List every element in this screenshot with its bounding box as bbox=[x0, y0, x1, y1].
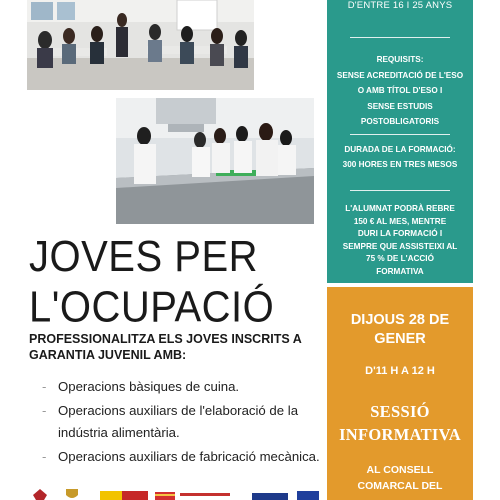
municipal-shield-icon bbox=[65, 488, 79, 500]
bullet-dash: - bbox=[42, 379, 47, 394]
duration-heading: DURADA DE LA FORMACIÓ: bbox=[344, 145, 456, 154]
grant-line: 75 % DE L'ACCIÓ bbox=[366, 254, 434, 263]
list-item bbox=[42, 400, 322, 444]
grant-line: 150 € AL MES, MENTRE bbox=[353, 216, 447, 226]
session-date bbox=[327, 311, 473, 349]
session-hours: D'11 H A 12 H bbox=[365, 365, 435, 377]
program-title-line: JOVES PER bbox=[29, 233, 259, 281]
program-title-line: L'OCUPACIÓ bbox=[29, 283, 275, 332]
course-name: Operacions auxiliars de fabricació mecànica. bbox=[58, 449, 320, 464]
eu-flag-icon bbox=[297, 488, 319, 500]
session-title-line: INFORMATIVA bbox=[339, 425, 461, 444]
grant-line: SEMPRE QUE ASSISTEIXI AL bbox=[342, 241, 458, 251]
bullet-dash: - bbox=[42, 403, 47, 418]
panel-divider bbox=[350, 190, 450, 191]
session-panel bbox=[327, 287, 473, 500]
grant-line: FORMATIVA bbox=[376, 266, 424, 276]
age-range: D'ENTRE 16 I 25 ANYS bbox=[347, 0, 453, 11]
course-name: Operacions bàsiques de cuina. bbox=[58, 379, 240, 394]
session-place bbox=[327, 462, 473, 494]
employment-service-logo-icon bbox=[180, 488, 230, 500]
requirements-text bbox=[327, 52, 473, 130]
panel-divider bbox=[350, 134, 450, 135]
program-title bbox=[29, 232, 274, 334]
requirements-heading: REQUISITS: bbox=[376, 55, 424, 64]
session-title-line: SESSIÓ bbox=[370, 402, 430, 421]
laboratory-photo bbox=[116, 98, 314, 224]
panel-divider bbox=[350, 37, 450, 38]
requirements-panel bbox=[327, 0, 473, 283]
session-place-line: AL CONSELL bbox=[366, 464, 434, 476]
grant-line: L'ALUMNAT PODRÀ REBRE bbox=[345, 204, 455, 213]
session-title bbox=[327, 400, 473, 446]
course-list bbox=[42, 376, 322, 468]
classroom-photo bbox=[27, 0, 254, 90]
session-date-line: DIJOUS 28 DE bbox=[350, 312, 450, 328]
grant-text bbox=[327, 203, 473, 278]
requirements-line: SENSE ESTUDIS bbox=[367, 101, 433, 111]
classroom-photo-image bbox=[27, 0, 254, 90]
requirements-line: SENSE ACREDITACIÓ DE L'ESO bbox=[336, 70, 464, 80]
catalonia-logo-icon bbox=[155, 488, 175, 500]
european-union-logo-icon bbox=[252, 488, 288, 500]
list-item bbox=[42, 376, 322, 398]
session-date-line: GENER bbox=[374, 331, 426, 347]
requirements-line: O AMB TÍTOL D'ESO I bbox=[357, 86, 443, 95]
laboratory-photo-image bbox=[116, 98, 314, 224]
sponsor-logos bbox=[27, 488, 322, 500]
program-subtitle: PROFESSIONALITZA ELS JOVES INSCRITS A GARANTIA JUVENIL AMB: bbox=[29, 332, 302, 362]
list-item bbox=[42, 446, 322, 468]
government-logo-icon bbox=[100, 488, 148, 500]
council-logo-icon bbox=[32, 488, 48, 500]
requirements-line: POSTOBLIGATORIS bbox=[360, 117, 440, 126]
duration-text bbox=[327, 142, 473, 172]
bullet-dash: - bbox=[42, 449, 47, 464]
session-place-line: COMARCAL DEL bbox=[357, 480, 443, 492]
grant-line: DURI LA FORMACIÓ I bbox=[357, 229, 443, 238]
course-name: Operacions auxiliars de l'elaboració de la indústria alimentària. bbox=[58, 403, 299, 440]
duration-value: 300 HORES EN TRES MESOS bbox=[342, 160, 458, 169]
